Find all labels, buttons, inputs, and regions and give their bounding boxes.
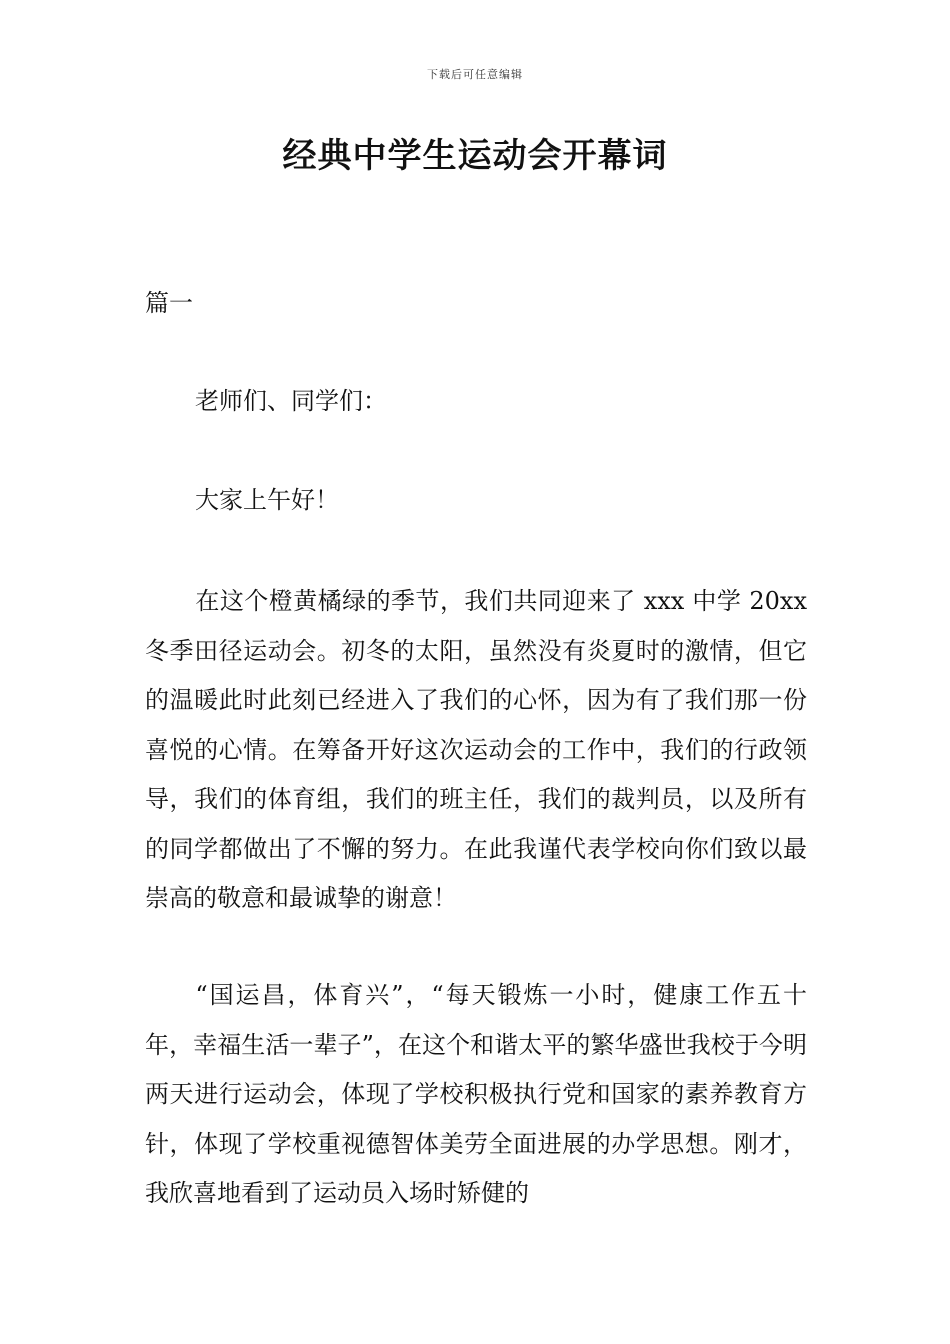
- body-paragraph: 在这个橙黄橘绿的季节，我们共同迎来了 xxx 中学 20xx 冬季田径运动会。初冬的太阳，虽然没有炎夏时的激情，但它的温暖此时此刻已经进入了我们的心怀，因为有了我们那一份喜悦的心情。在筹备开好这次运动会的工作中，我们的行政领导，我们的体育组，我们的班主任，我们的裁判员，以及所有的同学都做出了不懈的努力。在此我谨代表学校向你们致以最崇高的敬意和最诚挚的谢意！: [145, 587, 807, 912]
- greeting: 大家上午好！: [195, 486, 339, 514]
- salutation: 老师们、同学们：: [195, 387, 387, 415]
- section-label: 篇一: [145, 289, 193, 317]
- body-paragraph: “国运昌，体育兴”，“每天锻炼一小时，健康工作五十年，幸福生活一辈子”，在这个和谐太平的繁华盛世我校于今明两天进行运动会，体现了学校积极执行党和国家的素养教育方针，体现了学校重视德智体美劳全面进展的办学思想。刚才，我欣喜地看到了运动员入场时矫健的: [145, 981, 807, 1207]
- document-title: 经典中学生运动会开幕词: [282, 136, 668, 176]
- header-note: 下载后可任意编辑: [427, 68, 523, 81]
